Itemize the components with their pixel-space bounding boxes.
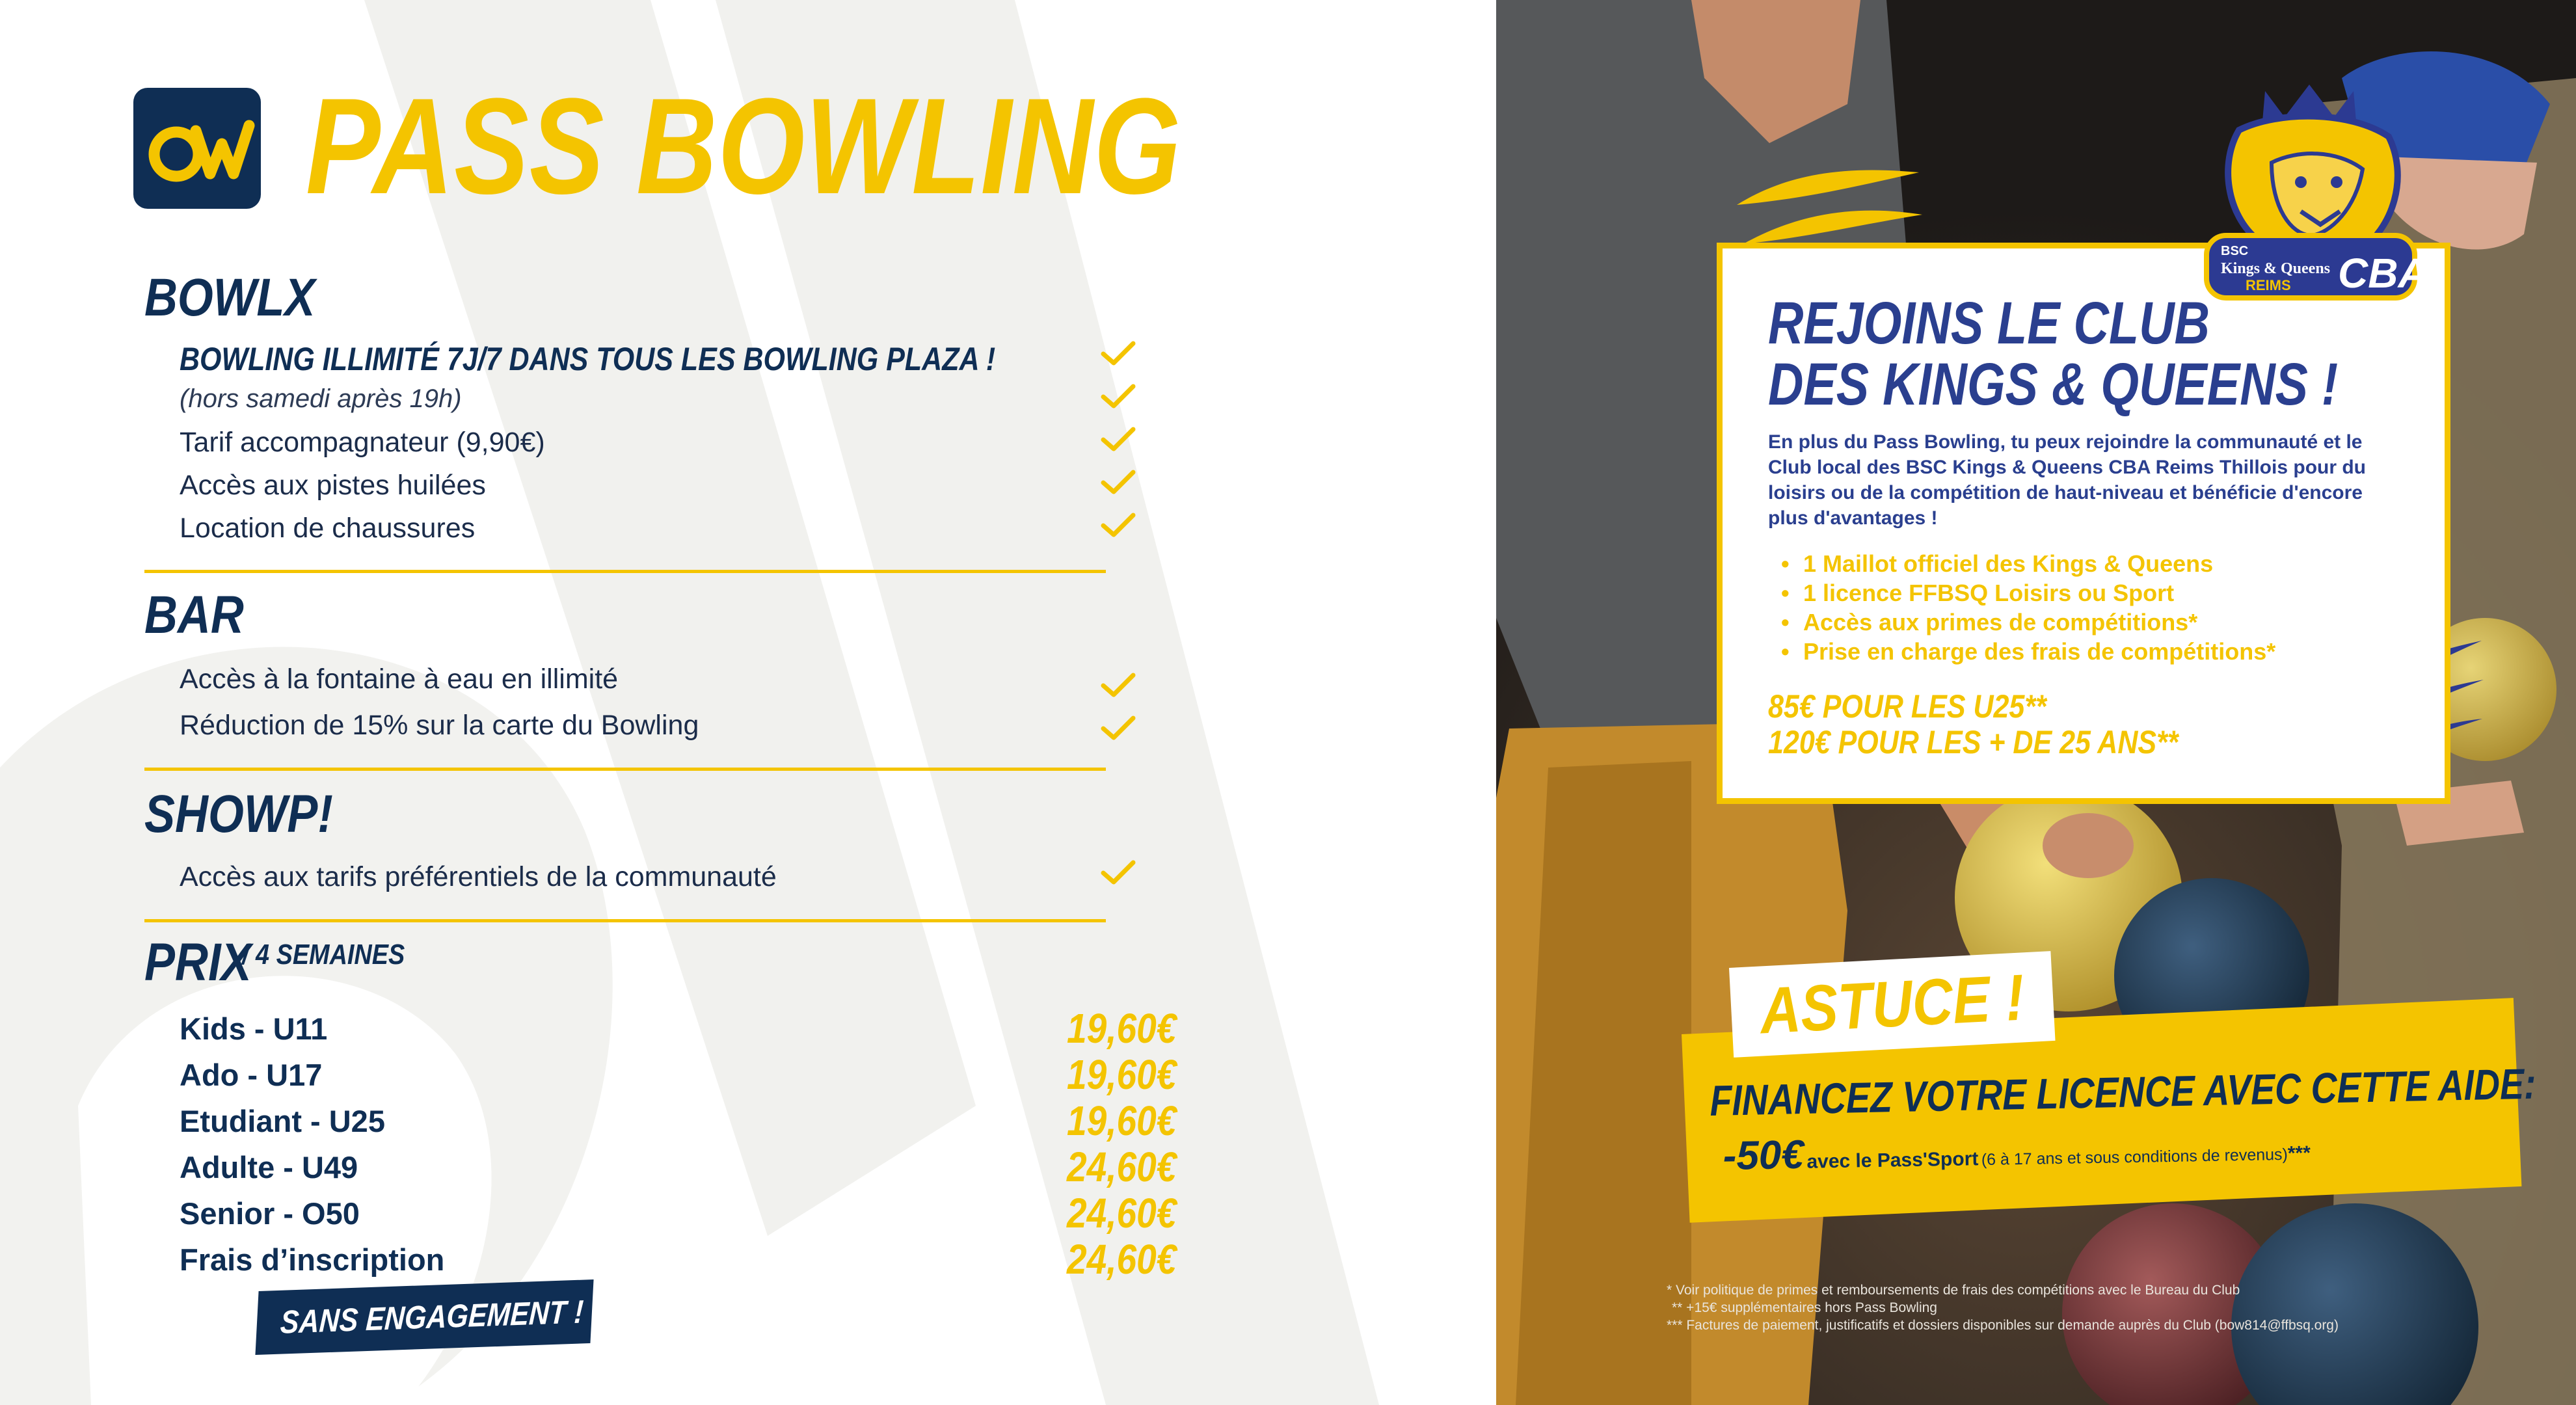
club-benefit-item: • Accès aux primes de compétitions*	[1778, 608, 2275, 637]
footnotes	[1667, 1281, 2525, 1334]
bowlx-item-companion: Tarif accompagnateur (9,90€)	[180, 427, 545, 458]
check-icon	[1099, 671, 1137, 700]
prix-subtitle: / 4 SEMAINES	[242, 939, 405, 970]
price-value-adulte: 24,60€	[1067, 1144, 1177, 1190]
astuce-heading: FINANCEZ VOTRE LICENCE AVEC CETTE AIDE:	[1710, 1059, 2536, 1125]
astuce-condition: (6 à 17 ans et sous conditions de revenus)	[1981, 1145, 2288, 1170]
club-benefit-item: • 1 Maillot officiel des Kings & Queens	[1778, 549, 2275, 578]
bar-item-water-fountain: Accès à la fontaine à eau en illimité	[180, 663, 619, 695]
check-icon	[1099, 859, 1137, 887]
section-title-prix: PRIX	[144, 933, 252, 992]
emblem-text-reims: REIMS	[2246, 277, 2291, 293]
logo-icon	[133, 88, 261, 209]
section-divider	[144, 768, 1106, 771]
bowlx-item-oiled-lanes: Accès aux pistes huilées	[180, 470, 486, 501]
section-title-showp: SHOWP!	[144, 784, 333, 844]
section-divider	[144, 919, 1106, 922]
bar-item-discount: Réduction de 15% sur la carte du Bowling	[180, 710, 699, 741]
price-label-adulte: Adulte - U49	[180, 1150, 358, 1184]
price-value-senior: 24,60€	[1067, 1190, 1177, 1237]
section-title-bowlx: BOWLX	[144, 268, 315, 327]
astuce-line	[1723, 1120, 2311, 1190]
club-intro: En plus du Pass Bowling, tu peux rejoindre la communauté et le Club local des BSC Kings & Queens CBA Reims Thillois pour du loisirs ou de la compétition de haut-niveau et bénéficie d'encore plus d'avantages !	[1768, 431, 2366, 529]
club-benefit-item: • Prise en charge des frais de compétitions*	[1778, 637, 2275, 666]
lion-emblem-icon	[2187, 85, 2432, 306]
no-commitment-badge	[255, 1279, 593, 1355]
footnote: ** +15€ supplémentaires hors Pass Bowling	[1672, 1300, 1937, 1315]
price-label-etudiant: Etudiant - U25	[180, 1104, 385, 1138]
check-icon	[1099, 468, 1137, 497]
club-price-u25: 85€ POUR LES U25**	[1768, 688, 2046, 725]
section-divider	[144, 570, 1106, 573]
astuce-mark: ***	[2287, 1142, 2311, 1164]
bowlx-item-unlimited-note: (hors samedi après 19h)	[180, 384, 462, 413]
price-value-registration: 24,60€	[1067, 1236, 1177, 1283]
footnote: * Voir politique de primes et remboursements de frais des compétitions avec le Bureau du Club	[1667, 1283, 2240, 1298]
price-label-registration: Frais d’inscription	[180, 1242, 445, 1277]
emblem-text-bsc: BSC	[2221, 244, 2249, 258]
club-card	[1723, 248, 2445, 798]
kings-queens-emblem	[2187, 85, 2432, 306]
bowlx-item-shoes: Location de chaussures	[180, 513, 476, 544]
ow-logo	[133, 88, 261, 209]
club-title-line1: REJOINS LE CLUB	[1768, 290, 2210, 356]
page-title: PASS BOWLING	[306, 70, 1181, 222]
price-value-kids: 19,60€	[1067, 1005, 1177, 1052]
check-icon	[1099, 714, 1137, 743]
club-benefit-item: • 1 licence FFBSQ Loisirs ou Sport	[1778, 578, 2275, 608]
price-label-kids: Kids - U11	[180, 1011, 328, 1046]
astuce-amount: -50€	[1723, 1132, 1805, 1179]
astuce-label-box	[1729, 951, 2056, 1058]
price-label-ado: Ado - U17	[180, 1058, 323, 1092]
footnote: *** Factures de paiement, justificatifs et dossiers disponibles sur demande auprès du Club (bow814@ffbsq.org)	[1667, 1318, 2339, 1333]
emblem-text-cba: CBA	[2338, 250, 2428, 297]
bowlx-item-unlimited: BOWLING ILLIMITÉ 7J/7 DANS TOUS LES BOWLING PLAZA !	[180, 341, 996, 377]
check-icon	[1099, 425, 1137, 454]
astuce-label: ASTUCE !	[1758, 961, 2026, 1048]
showp-item-community-rates: Accès aux tarifs préférentiels de la communauté	[180, 861, 777, 892]
check-icon	[1099, 340, 1137, 368]
price-value-ado: 19,60€	[1067, 1051, 1177, 1098]
price-label-senior: Senior - O50	[180, 1196, 360, 1231]
check-icon	[1099, 511, 1137, 540]
no-commitment-label: SANS ENGAGEMENT !	[279, 1293, 585, 1341]
emblem-text-kings-queens: Kings & Queens	[2221, 260, 2331, 277]
club-benefits-list	[1778, 549, 2275, 666]
club-title-line2: DES KINGS & QUEENS !	[1768, 351, 2339, 418]
section-title-bar: BAR	[144, 585, 244, 645]
check-icon	[1099, 382, 1137, 411]
price-value-etudiant: 19,60€	[1067, 1097, 1177, 1144]
club-price-over25: 120€ POUR LES + DE 25 ANS**	[1768, 724, 2179, 760]
astuce-text: avec le Pass'Sport	[1806, 1148, 1979, 1173]
